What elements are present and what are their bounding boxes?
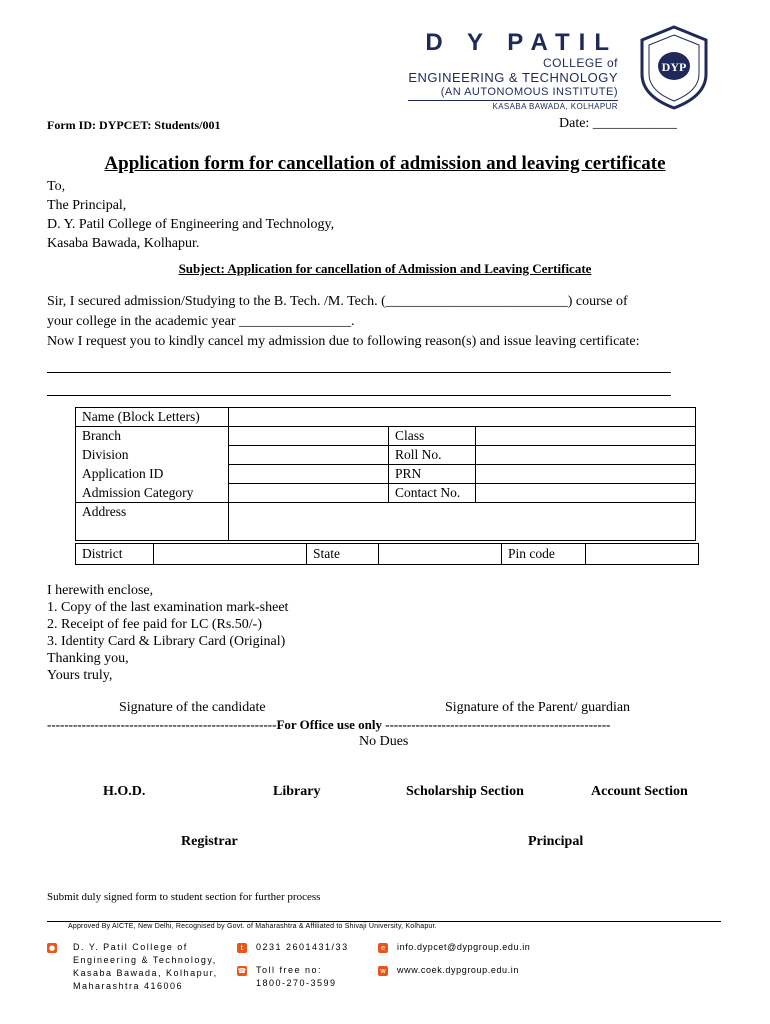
- application-id-label: Application ID: [76, 465, 229, 484]
- letter-body: [47, 292, 727, 352]
- name-label: Name (Block Letters): [76, 408, 229, 427]
- pin-code-field[interactable]: [585, 544, 699, 564]
- library-signature[interactable]: Library: [273, 784, 321, 799]
- body-line-1: Sir, I secured admission/Studying to the B. Tech. /M. Tech. (__________________________) course of: [47, 294, 628, 309]
- college-seal-logo: [636, 24, 712, 110]
- parent-signature[interactable]: Signature of the Parent/ guardian: [445, 700, 631, 715]
- seal-text: DYP: [661, 60, 687, 74]
- no-dues-heading: No Dues: [359, 734, 409, 749]
- form-id: Form ID: DYPCET: Students/001: [47, 118, 221, 132]
- brand-college: COLLEGE of: [542, 56, 618, 70]
- office-use-divider: -----------------------------------------------------For Office use only ----------------------------------------------------: [47, 717, 611, 732]
- state-field[interactable]: [378, 544, 502, 564]
- scholarship-signature[interactable]: Scholarship Section: [406, 784, 524, 799]
- candidate-signature[interactable]: Signature of the candidate: [119, 700, 266, 715]
- registrar-signature[interactable]: Registrar: [181, 834, 238, 849]
- pin-code-label: Pin code: [501, 544, 585, 564]
- application-id-field[interactable]: [229, 465, 389, 484]
- enclosure-intro: I herewith enclose,: [47, 583, 154, 598]
- prn-label: PRN: [389, 465, 476, 484]
- location-row: [75, 543, 699, 565]
- page-title: Application form for cancellation of admission and leaving certificate: [104, 153, 666, 174]
- hod-signature[interactable]: H.O.D.: [103, 784, 146, 799]
- footer-address-line: Kasaba Bawada, Kolhapur,: [73, 968, 218, 978]
- name-field[interactable]: [229, 408, 696, 427]
- phone-icon: t: [237, 943, 247, 953]
- admission-category-field[interactable]: [229, 484, 389, 503]
- roll-no-label: Roll No.: [389, 446, 476, 465]
- enclosure-item: 1. Copy of the last examination mark-sheet: [47, 600, 289, 615]
- address-field[interactable]: [229, 503, 696, 541]
- brand-location: KASABA BAWADA, KOLHAPUR: [492, 102, 618, 111]
- reason-line-1[interactable]: [47, 372, 671, 373]
- principal-signature[interactable]: Principal: [528, 834, 584, 849]
- approval-note: Approved By AICTE, New Delhi, Recognised by Govt. of Maharashtra & Affiliated to Shivaji University, Kolhapur.: [68, 923, 437, 930]
- footer-website[interactable]: www.coek.dypgroup.edu.in: [397, 965, 519, 975]
- class-field[interactable]: [476, 427, 696, 446]
- branch-label: Branch: [76, 427, 229, 446]
- thanking-line: Thanking you,: [47, 651, 129, 666]
- footer-tollfree: [256, 964, 337, 990]
- body-line-3: Now I request you to kindly cancel my admission due to following reason(s) and issue leaving certificate:: [47, 334, 640, 349]
- address-line: Kasaba Bawada, Kolhapur.: [47, 236, 200, 251]
- enclosure-item: 2. Receipt of fee paid for LC (Rs.50/-): [47, 617, 262, 632]
- contact-no-label: Contact No.: [389, 484, 476, 503]
- recipient-address: [47, 177, 334, 253]
- address-line: The Principal,: [47, 198, 127, 213]
- tollfree-label: Toll free no:: [256, 965, 323, 975]
- footer-phone[interactable]: 0231 2601431/33: [256, 942, 349, 952]
- tollfree-icon: ☎: [237, 967, 247, 975]
- body-line-2: your college in the academic year ________________.: [47, 314, 355, 329]
- contact-no-field[interactable]: [476, 484, 696, 503]
- enclosures: [47, 582, 288, 684]
- date-field: Date: ____________: [559, 116, 677, 131]
- admission-category-label: Admission Category: [76, 484, 229, 503]
- division-label: Division: [76, 446, 229, 465]
- roll-no-field[interactable]: [476, 446, 696, 465]
- footer-email[interactable]: info.dypcet@dypgroup.edu.in: [397, 942, 531, 952]
- district-field[interactable]: [153, 544, 307, 564]
- address-line: D. Y. Patil College of Engineering and Technology,: [47, 217, 335, 232]
- brand-engineering: ENGINEERING & TECHNOLOGY: [408, 70, 618, 85]
- college-brand: [408, 30, 618, 113]
- email-icon: e: [378, 943, 388, 953]
- submit-note: Submit duly signed form to student section for further process: [47, 891, 321, 903]
- brand-name: D Y PATIL: [425, 29, 618, 56]
- closing-line: Yours truly,: [47, 668, 113, 683]
- footer-address-line: Engineering & Technology,: [73, 955, 217, 965]
- district-label: District: [82, 546, 123, 561]
- address-label: Address: [76, 503, 229, 541]
- prn-field[interactable]: [476, 465, 696, 484]
- footer-divider: [47, 921, 721, 922]
- student-details-table: [75, 407, 696, 541]
- branch-field[interactable]: [229, 427, 389, 446]
- website-icon: w: [378, 966, 388, 976]
- footer-address-line: Maharashtra 416006: [73, 981, 184, 991]
- address-line: To,: [47, 179, 66, 194]
- state-label: State: [306, 544, 378, 564]
- footer-address-line: D. Y. Patil College of: [73, 942, 188, 952]
- division-field[interactable]: [229, 446, 389, 465]
- enclosure-item: 3. Identity Card & Library Card (Original): [47, 634, 286, 649]
- brand-autonomous: (AN AUTONOMOUS INSTITUTE): [408, 85, 618, 101]
- reason-line-2[interactable]: [47, 395, 671, 396]
- tollfree-number[interactable]: 1800-270-3599: [256, 978, 337, 988]
- account-signature[interactable]: Account Section: [591, 784, 688, 799]
- footer-address: [73, 941, 218, 993]
- location-icon: ●: [48, 944, 56, 952]
- subject-line: Subject: Application for cancellation of Admission and Leaving Certificate: [178, 261, 592, 276]
- class-label: Class: [389, 427, 476, 446]
